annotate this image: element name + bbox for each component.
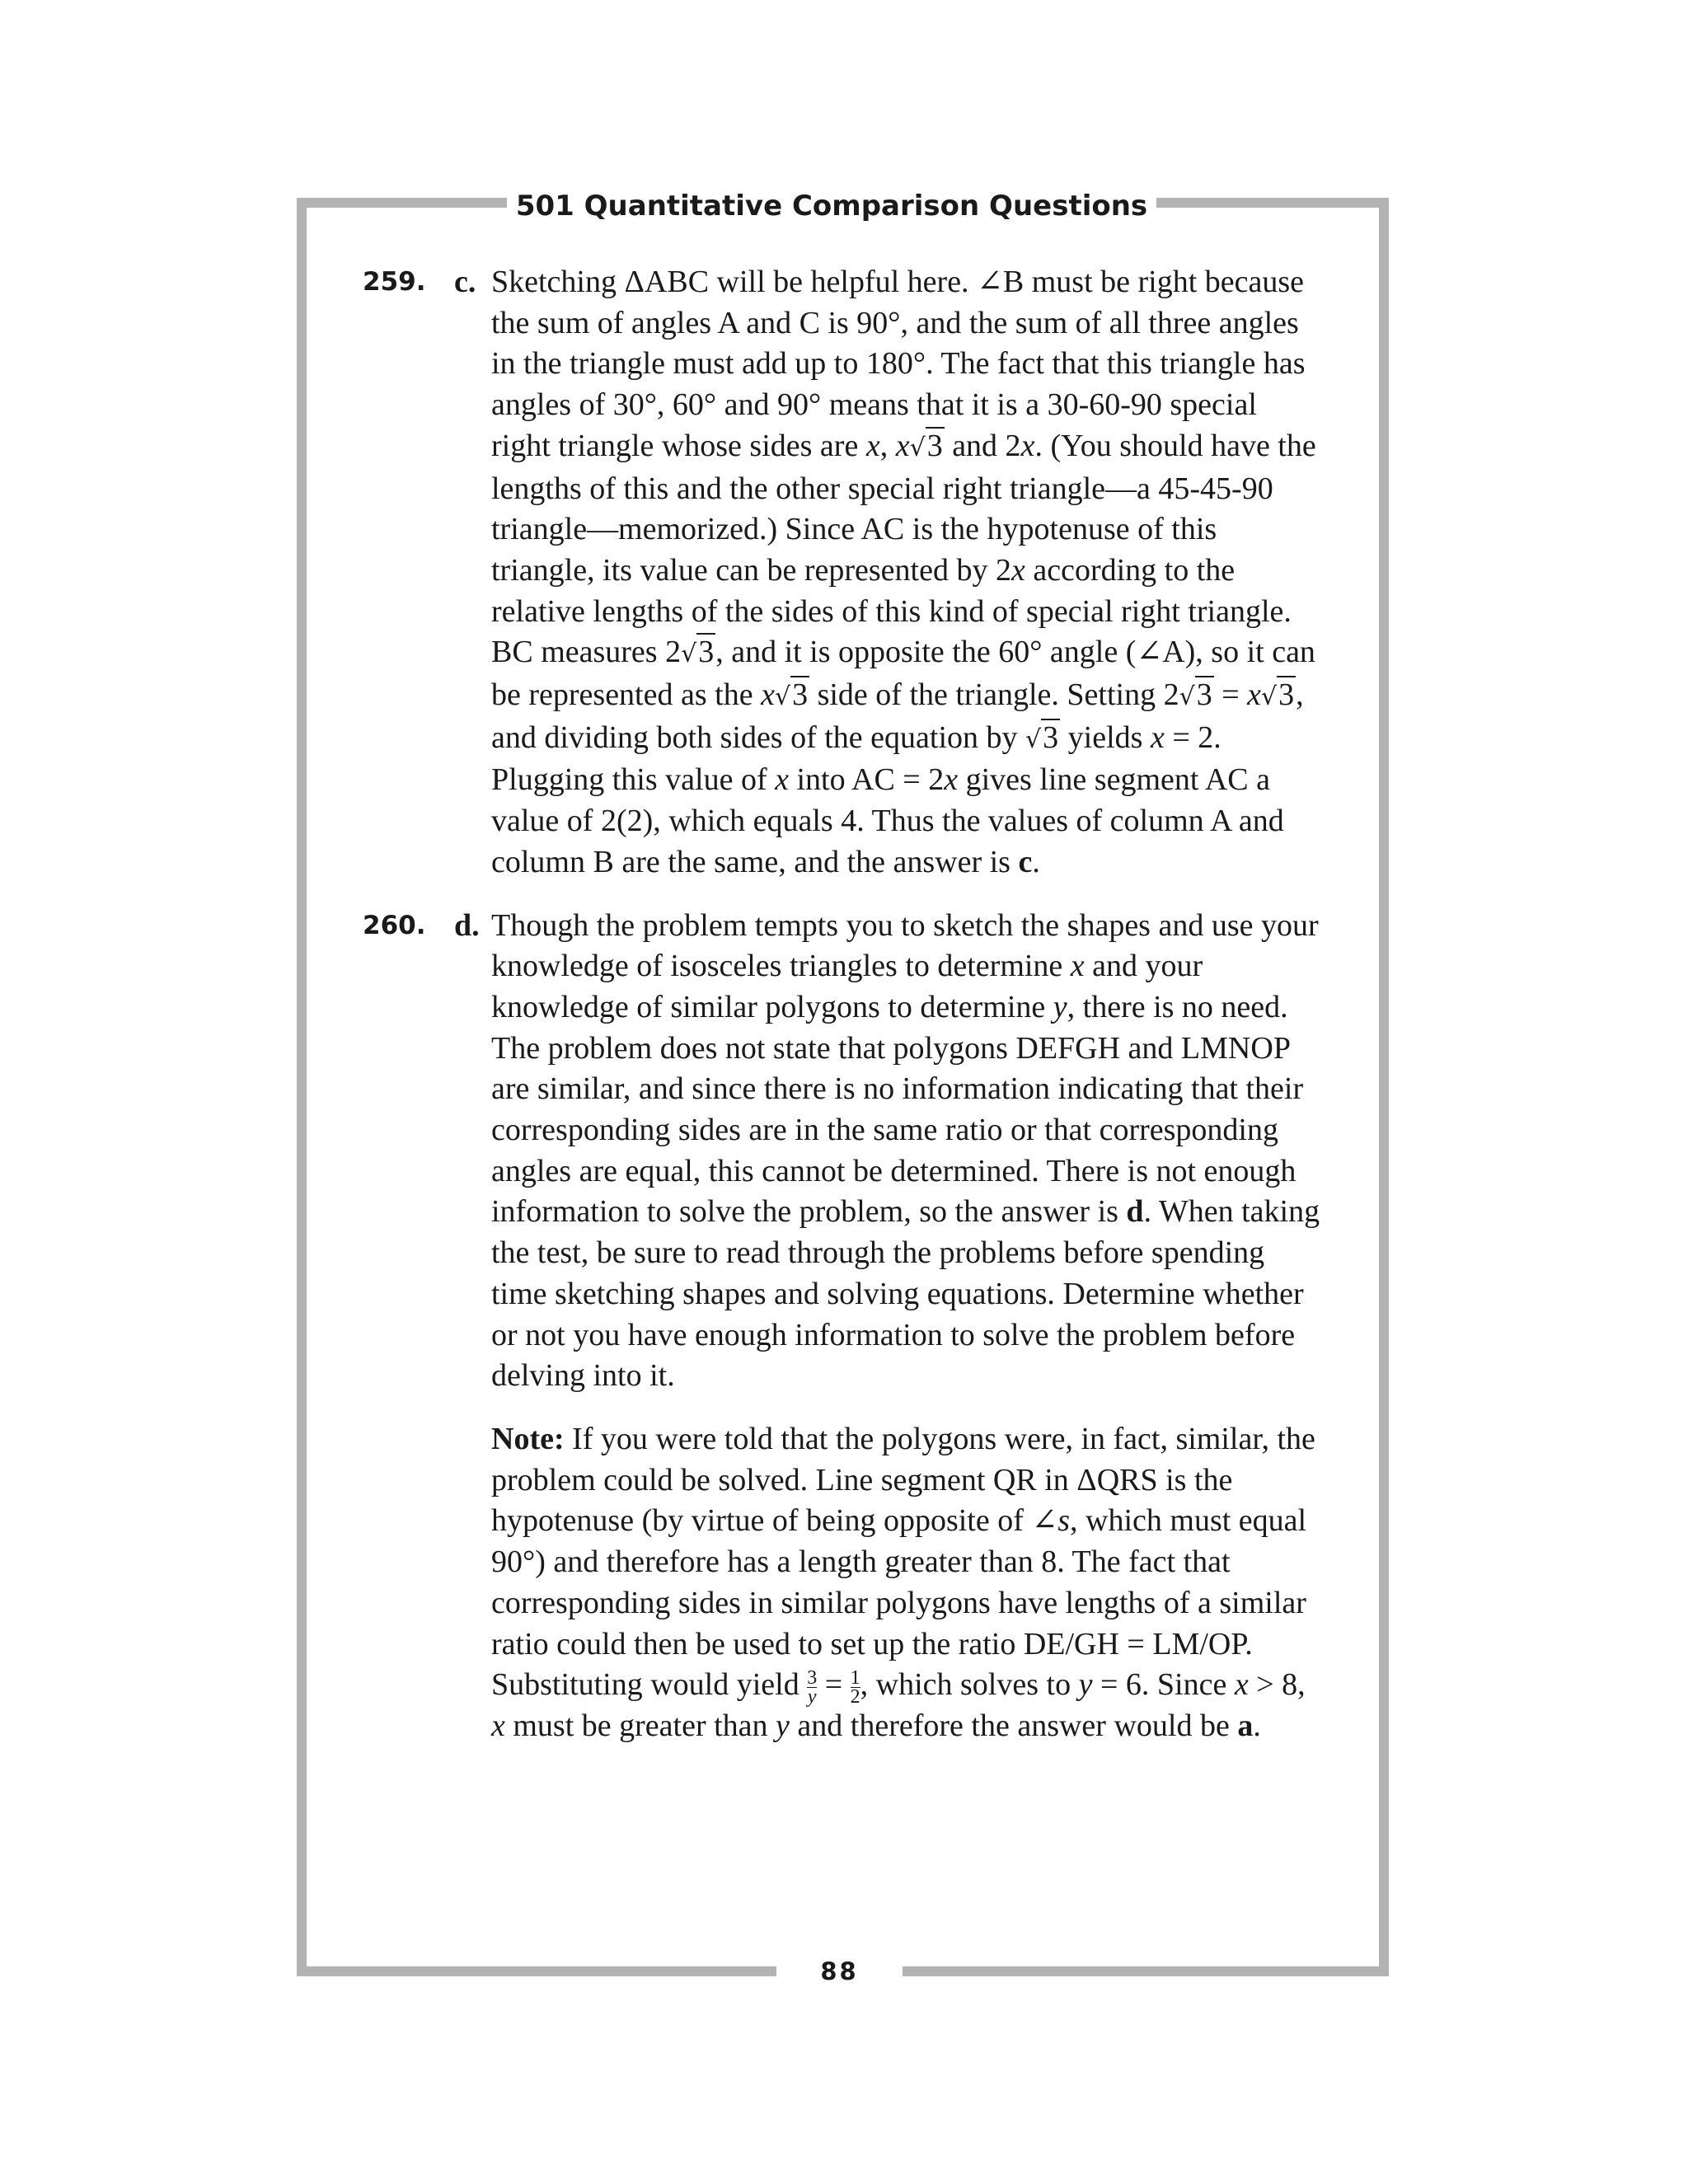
answer-260: [363, 906, 1352, 1747]
answer-letter: c.: [454, 265, 476, 299]
final-answer: a: [1237, 1708, 1254, 1743]
frame-top-left: [297, 198, 507, 208]
square-root: √3: [774, 677, 809, 713]
question-number: 260.: [363, 910, 426, 940]
square-root: √3: [1179, 677, 1212, 713]
fraction-3-over-y: $\frac{3}{y}$: [807, 1666, 818, 1708]
square-root: √3: [1261, 677, 1295, 713]
square-root: √3: [1025, 719, 1059, 755]
note-paragraph: Note: If you were told that the polygons were, in fact, similar, the problem could be solved. Line segment QR in ΔQRS is the hypotenuse (by virtue of being opposite of ∠s, which must equal 90°) and therefore has a length greater than 8. The fact that corresponding sides in similar polygons have lengths of a similar ratio could then be used to set up the ratio DE/GH = LM/OP. Substituting would yield $\frac{3}{y}$ = $\frac{1}{2}$ , which solves to y = 6. Since x > 8, x must be greater than y and therefore the answer would be a.: [491, 1421, 1315, 1743]
frame-left: [297, 198, 307, 1976]
final-answer: d: [1126, 1194, 1144, 1230]
frame-right: [1379, 198, 1389, 1976]
answer-259: [363, 262, 1352, 883]
square-root: √3: [909, 428, 943, 463]
explanation-paragraph: Sketching ΔABC will be helpful here. ∠B must be right because the sum of angles A and C is 90°, and the sum of all three angles in the triangle must add up to 180°. The fact that this triangle has angles of 30°, 60° and 90° means that it is a 30-60-90 special right triangle whose sides are x, x√3 and 2x. (You should have the lengths of this and the other special right triangle—a 45-45-90 triangle—memorized.) Since AC is the hypotenuse of this triangle, its value can be represented by 2x according to the relative lengths of the sides of this kind of special right triangle. BC measures 2√3, and it is opposite the 60° angle (∠A), so it can be represented as the x√3 side of the triangle. Setting 2√3 = x√3, and dividing both sides of the equation by √3 yields x = 2. Plugging this value of x into AC = 2x gives line segment AC a value of 2(2), which equals 4. Thus the values of column A and column B are the same, and the answer is c.: [491, 265, 1316, 879]
note-label: Note:: [491, 1421, 565, 1456]
question-number: 259.: [363, 267, 426, 297]
fraction-1-over-2: $\frac{1}{2}$: [850, 1666, 860, 1708]
frame-bottom-right: [903, 1966, 1389, 1976]
frame-top-right: [1156, 198, 1389, 208]
page-number: 88: [820, 1957, 859, 1985]
answer-letter: d.: [454, 907, 480, 943]
square-root: √3: [681, 635, 715, 670]
answer-explanation: [491, 262, 1324, 883]
running-header: 501 Quantitative Comparison Questions: [515, 190, 1148, 223]
answer-list: [363, 262, 1352, 1769]
frame-bottom-left: [297, 1966, 776, 1976]
answer-explanation: [491, 906, 1324, 1747]
final-answer: c: [1018, 844, 1033, 879]
explanation-paragraph: Though the problem tempts you to sketch the shapes and use your knowledge of isosceles triangles to determine x and your knowledge of similar polygons to determine y, there is no need. The problem does not state that polygons DEFGH and LMNOP are similar, and since there is no information indicating that their corresponding sides are in the same ratio or that corresponding angles are equal, this cannot be determined. There is not enough information to solve the problem, so the answer is d. When taking the test, be sure to read through the problems before spending time sketching shapes and solving equations. Determine whether or not you have enough information to solve the problem before delving into it.: [491, 907, 1320, 1394]
